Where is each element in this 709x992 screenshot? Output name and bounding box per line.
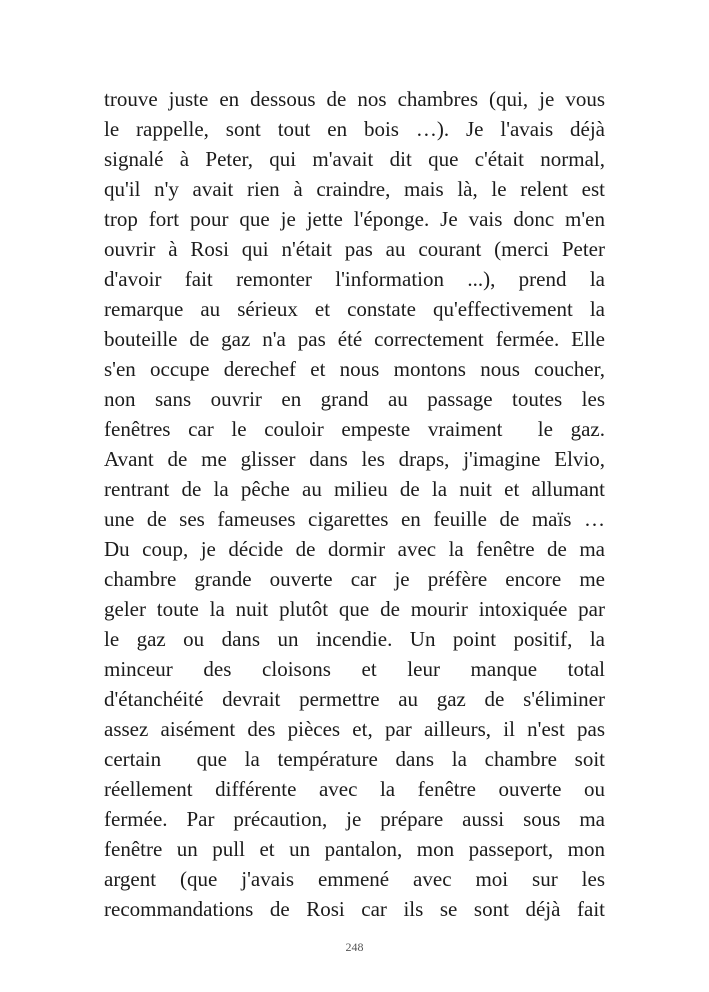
text-line: minceur des cloisons et leur manque total (104, 657, 605, 681)
text-line: geler toute la nuit plutôt que de mourir intoxiquée par (104, 597, 605, 621)
text-line: trop fort pour que je jette l'éponge. Je vais donc m'en (104, 207, 605, 231)
text-line: fenêtres car le couloir empeste vraiment le gaz. (104, 417, 605, 441)
text-line: non sans ouvrir en grand au passage toutes les (104, 387, 605, 411)
text-line: réellement différente avec la fenêtre ouverte ou (104, 777, 605, 801)
text-line: signalé à Peter, qui m'avait dit que c'était normal, (104, 147, 605, 171)
text-line: trouve juste en dessous de nos chambres (qui, je vous (104, 87, 605, 111)
text-line: bouteille de gaz n'a pas été correctement fermée. Elle (104, 327, 605, 351)
text-line: le rappelle, sont tout en bois …). Je l'avais déjà (104, 117, 605, 141)
text-line: d'étanchéité devrait permettre au gaz de s'éliminer (104, 687, 605, 711)
text-line: remarque au sérieux et constate qu'effectivement la (104, 297, 605, 321)
text-line: argent (que j'avais emmené avec moi sur les (104, 867, 605, 891)
text-line: fermée. Par précaution, je prépare aussi sous ma (104, 807, 605, 831)
text-line: recommandations de Rosi car ils se sont déjà fait (104, 897, 605, 921)
text-line: s'en occupe derechef et nous montons nous coucher, (104, 357, 605, 381)
text-line: assez aisément des pièces et, par ailleurs, il n'est pas (104, 717, 605, 741)
text-line: certain que la température dans la chambre soit (104, 747, 605, 771)
text-line: Du coup, je décide de dormir avec la fenêtre de ma (104, 537, 605, 561)
text-line: chambre grande ouverte car je préfère encore me (104, 567, 605, 591)
text-line: rentrant de la pêche au milieu de la nuit et allumant (104, 477, 605, 501)
page-number: 248 (345, 940, 364, 954)
text-line: une de ses fameuses cigarettes en feuille de maïs … (104, 507, 605, 531)
text-line: d'avoir fait remonter l'information ...), prend la (104, 267, 605, 291)
text-line: Avant de me glisser dans les draps, j'imagine Elvio, (104, 447, 605, 471)
body-text (104, 84, 605, 924)
text-line: le gaz ou dans un incendie. Un point positif, la (104, 627, 605, 651)
text-line: qu'il n'y avait rien à craindre, mais là, le relent est (104, 177, 605, 201)
text-line: fenêtre un pull et un pantalon, mon passeport, mon (104, 837, 605, 861)
text-line: ouvrir à Rosi qui n'était pas au courant (merci Peter (104, 237, 605, 261)
